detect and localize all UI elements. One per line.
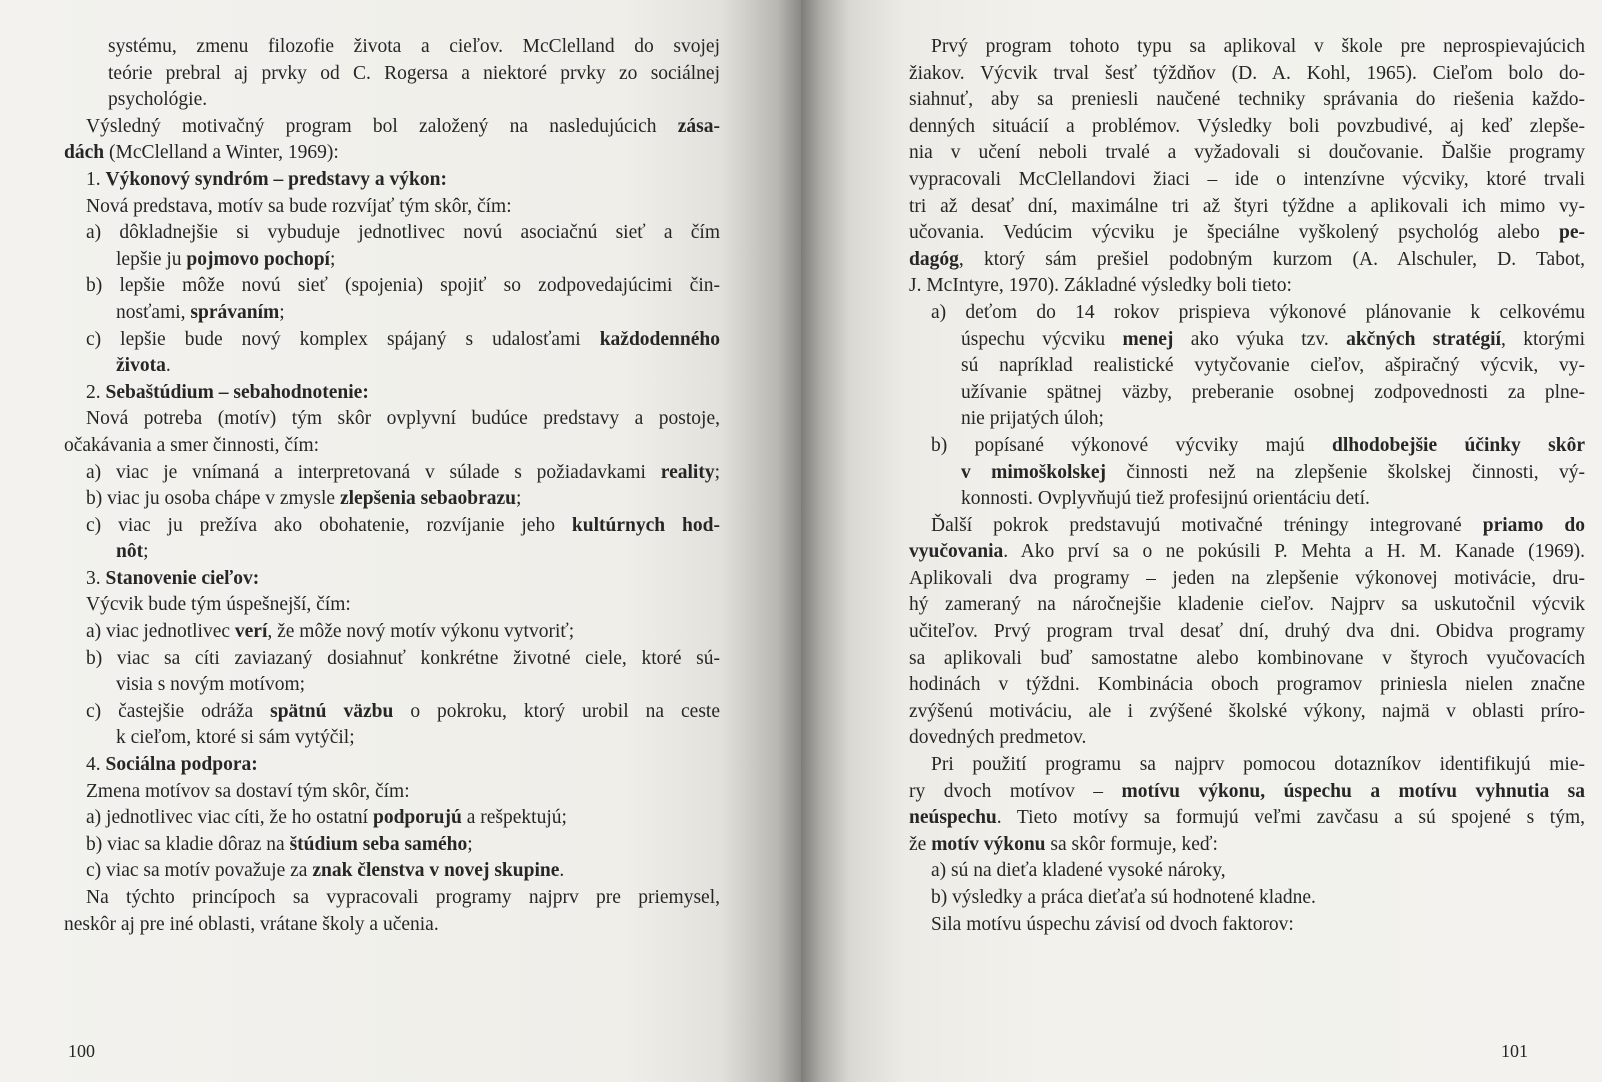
right-page-line: vyučovania. Ako prví sa o ne pokúsili P. Mehta a H. M. Kanade (1969). [909,541,1585,563]
page-number-left: 100 [68,1041,95,1061]
right-page-line: žiakov. Výcvik trval šesť týždňov (D. A. Kohl, 1965). Cieľom bolo do- [909,62,1585,84]
left-page-line: a) viac je vnímaná a interpretovaná v súlade s požiadavkami reality; [86,461,720,483]
bold-term: dlhodobejšie účinky skôr [1332,434,1585,456]
left-page-line: teórie prebral aj prvky od C. Rogersa a niektoré prvky zo sociálnej [108,62,720,84]
left-page-line: k cieľom, ktoré si sám vytýčil; [116,727,355,749]
bold-term: pojmovo pochopí [186,248,330,270]
right-page-line: b) popísané výkonové výcviky majú dlhodobejšie účinky skôr [931,434,1585,456]
left-page-line: dách (McClelland a Winter, 1969): [64,142,339,164]
left-page-line: b) viac sa cíti zaviazaný dosiahnuť konkrétne životné ciele, ktoré sú- [86,647,720,669]
left-page-line: c) viac ju prežíva ako obohatenie, rozvíjanie jeho kultúrnych hod- [86,514,720,536]
left-page-line: nosťami, správaním; [116,301,285,323]
bold-term: akčných stratégií [1346,328,1501,350]
right-page-line: že motív výkonu sa skôr formuje, keď: [909,833,1218,855]
left-page-line: Nová predstava, motív sa bude rozvíjať tým skôr, čím: [86,195,512,217]
right-page-line: a) sú na dieťa kladené vysoké nároky, [931,860,1226,882]
right-page-line: neúspechu. Tieto motívy sa formujú veľmi zavčasu a sú spojené s tým, [909,807,1585,829]
right-page-line: Pri použití programu sa najprv pomocou dotazníkov identifikujú mie- [931,754,1585,776]
bold-term: reality [660,461,715,483]
right-page-line: denných situácií a problémov. Výsledky boli povzbudivé, aj keď zlepše- [909,115,1585,137]
right-page-line: užívanie spätnej väzby, preberanie osobnej zodpovednosti za plne- [961,381,1585,403]
left-page-line: a) viac jednotlivec verí, že môže nový motív výkonu vytvoriť; [86,621,575,643]
bold-term: motív výkonu [931,833,1046,855]
right-page-line: nia v učení neboli trvalé a vyžadovali si doučovanie. Ďalšie programy [909,142,1585,164]
left-page-line: 4. Sociálna podpora: [86,754,258,776]
right-page-line: hý zameraný na náročnejšie kladenie cieľov. Najprv sa uskutočnil výcvik [909,594,1585,616]
bold-term: Výkonový syndróm – predstavy a výkon: [105,168,447,190]
left-page-line: c) častejšie odráža spätnú väzbu o pokroku, ktorý urobil na ceste [86,700,720,722]
left-page-line: psychológie. [108,89,208,111]
left-page-line: b) viac ju osoba chápe v zmysle zlepšenia sebaobrazu; [86,488,522,510]
right-page-line: v mimoškolskej činnosti než na zlepšenie školskej činnosti, vý- [961,461,1585,483]
left-page-line: a) jednotlivec viac cíti, že ho ostatní podporujú a rešpektujú; [86,807,567,829]
left-page-line: visia s novým motívom; [116,674,306,696]
right-page-line: tri až desať dní, maximálne tri až štyri týždne a aplikovali ich mimo vy- [909,195,1585,217]
right-page-line: dovedných predmetov. [909,727,1087,749]
bold-term: zása- [677,115,720,137]
bold-term: vyučovania [909,541,1004,563]
right-page-line: sú napríklad realistické vytyčovanie cieľov, ašpiračný výcvik, vy- [961,355,1585,377]
left-page-line: systému, zmenu filozofie života a cieľov. McClelland do svojej [108,36,720,57]
left-page-line: 3. Stanovenie cieľov: [86,567,260,589]
right-page-line: hodinách v týždni. Kombinácia oboch programov priniesla nielen značne [909,674,1585,696]
left-page-line: 2. Sebaštúdium – sebahodnotenie: [86,381,369,403]
left-page-line: Zmena motívov sa dostaví tým skôr, čím: [86,780,410,802]
bold-term: menej [1122,328,1174,350]
right-page-line: J. McIntyre, 1970). Základné výsledky boli tieto: [909,275,1292,297]
right-page-line: Ďalší pokrok predstavujú motivačné tréningy integrované priamo do [931,514,1585,536]
bold-term: každodenného [599,328,720,350]
bold-term: života [116,355,166,377]
left-page-line: a) dôkladnejšie si vybuduje jednotlivec novú asociačnú sieť a čím [86,222,720,244]
right-page-line: Prvý program tohoto typu sa aplikoval v škole pre neprospievajúcich [931,36,1585,57]
bold-term: zlepšenia sebaobrazu [339,488,517,510]
bold-term: motívu výkonu, úspechu a motívu vyhnutia sa [1121,780,1585,802]
left-page-line: života. [116,355,171,377]
left-page-line: 1. Výkonový syndróm – predstavy a výkon: [86,168,447,190]
right-page-line: učovania. Vedúcim výcviku je špeciálne vyškolený psychológ alebo pe- [909,222,1585,244]
bold-term: dagóg [909,248,959,270]
bold-term: kultúrnych hod- [571,514,720,536]
left-page-line: nôt; [116,541,149,563]
right-page-line: úspechu výcviku menej ako výuka tzv. akčných stratégií, ktorými [961,328,1585,350]
left-page-line: c) lepšie bude nový komplex spájaný s udalosťami každodenného [86,328,720,350]
right-page-line: nie prijatých úloh; [961,408,1104,430]
right-page-line: sa aplikovali buď samostatne alebo kombinovane v štyroch vyučovacích [909,647,1585,669]
right-page-line: vypracovali McClellandovi žiaci – ide o intenzívne výcviky, ktoré trvali [909,168,1585,190]
left-page-line: b) lepšie môže novú sieť (spojenia) spojiť so zodpovedajúcimi čin- [86,275,720,297]
right-page-line: dagóg, ktorý sám prešiel podobným kurzom (A. Alschuler, D. Tabot, [909,248,1585,270]
right-page-line: a) deťom do 14 rokov prispieva výkonové plánovanie k celkovému [931,301,1585,323]
right-page-line: Sila motívu úspechu závisí od dvoch faktorov: [931,913,1294,935]
bold-term: neúspechu [909,807,997,829]
left-page-line: očakávania a smer činnosti, čím: [64,434,320,456]
bold-term: dách [64,142,105,164]
bold-term: pe- [1559,222,1585,244]
right-page-line: siahnuť, aby sa preniesli naučené techniky správania do riešenia každo- [909,89,1585,111]
right-page-line: ry dvoch motívov – motívu výkonu, úspechu a motívu vyhnutia sa [909,780,1585,802]
right-page-line: Aplikovali dva programy – jeden na zlepšenie výkonovej motivácie, dru- [909,567,1585,589]
bold-term: verí [234,621,268,643]
bold-term: Stanovenie cieľov: [105,567,260,589]
right-page-line: učiteľov. Prvý program trval desať dní, druhý dva dni. Obidva programy [909,621,1585,643]
bold-term: znak členstva v novej skupine [312,860,560,882]
right-page-line: konnosti. Ovplyvňujú tiež profesijnú orientáciu detí. [961,488,1370,510]
left-page-line: Výcvik bude tým úspešnejší, čím: [86,594,351,616]
bold-term: v mimoškolskej [961,461,1106,483]
left-page-line: lepšie ju pojmovo pochopí; [116,248,336,270]
right-page-line: zvýšenú motiváciu, ale i zvýšené školské výkony, najmä v oblasti príro- [909,700,1585,722]
bold-term: nôt [116,541,144,563]
right-page-text [909,34,1585,938]
left-page-line: Na týchto princípoch sa vypracovali programy najprv pre priemysel, [86,887,720,908]
bold-term: štúdium seba samého [289,833,468,855]
right-page-line: b) výsledky a práca dieťaťa sú hodnotené kladne. [931,887,1316,908]
bold-term: Sociálna podpora: [105,754,258,776]
left-page-line: c) viac sa motív považuje za znak členstva v novej skupine. [86,860,565,882]
left-page-line: Výsledný motivačný program bol založený na nasledujúcich zása- [86,115,720,137]
bold-term: správaním [190,301,280,323]
left-page-line: neskôr aj pre iné oblasti, vrátane školy a učenia. [64,913,439,935]
left-page-line: Nová potreba (motív) tým skôr ovplyvní budúce predstavy a postoje, [86,408,720,430]
bold-term: Sebaštúdium – sebahodnotenie: [105,381,369,403]
bold-term: priamo do [1482,514,1585,536]
right-page [801,0,1602,1082]
bold-term: podporujú [372,807,462,829]
bold-term: spätnú väzbu [270,700,394,722]
left-page-line: b) viac sa kladie dôraz na štúdium seba samého; [86,833,473,855]
page-number-right: 101 [1501,1041,1528,1061]
left-page-text [64,34,720,938]
